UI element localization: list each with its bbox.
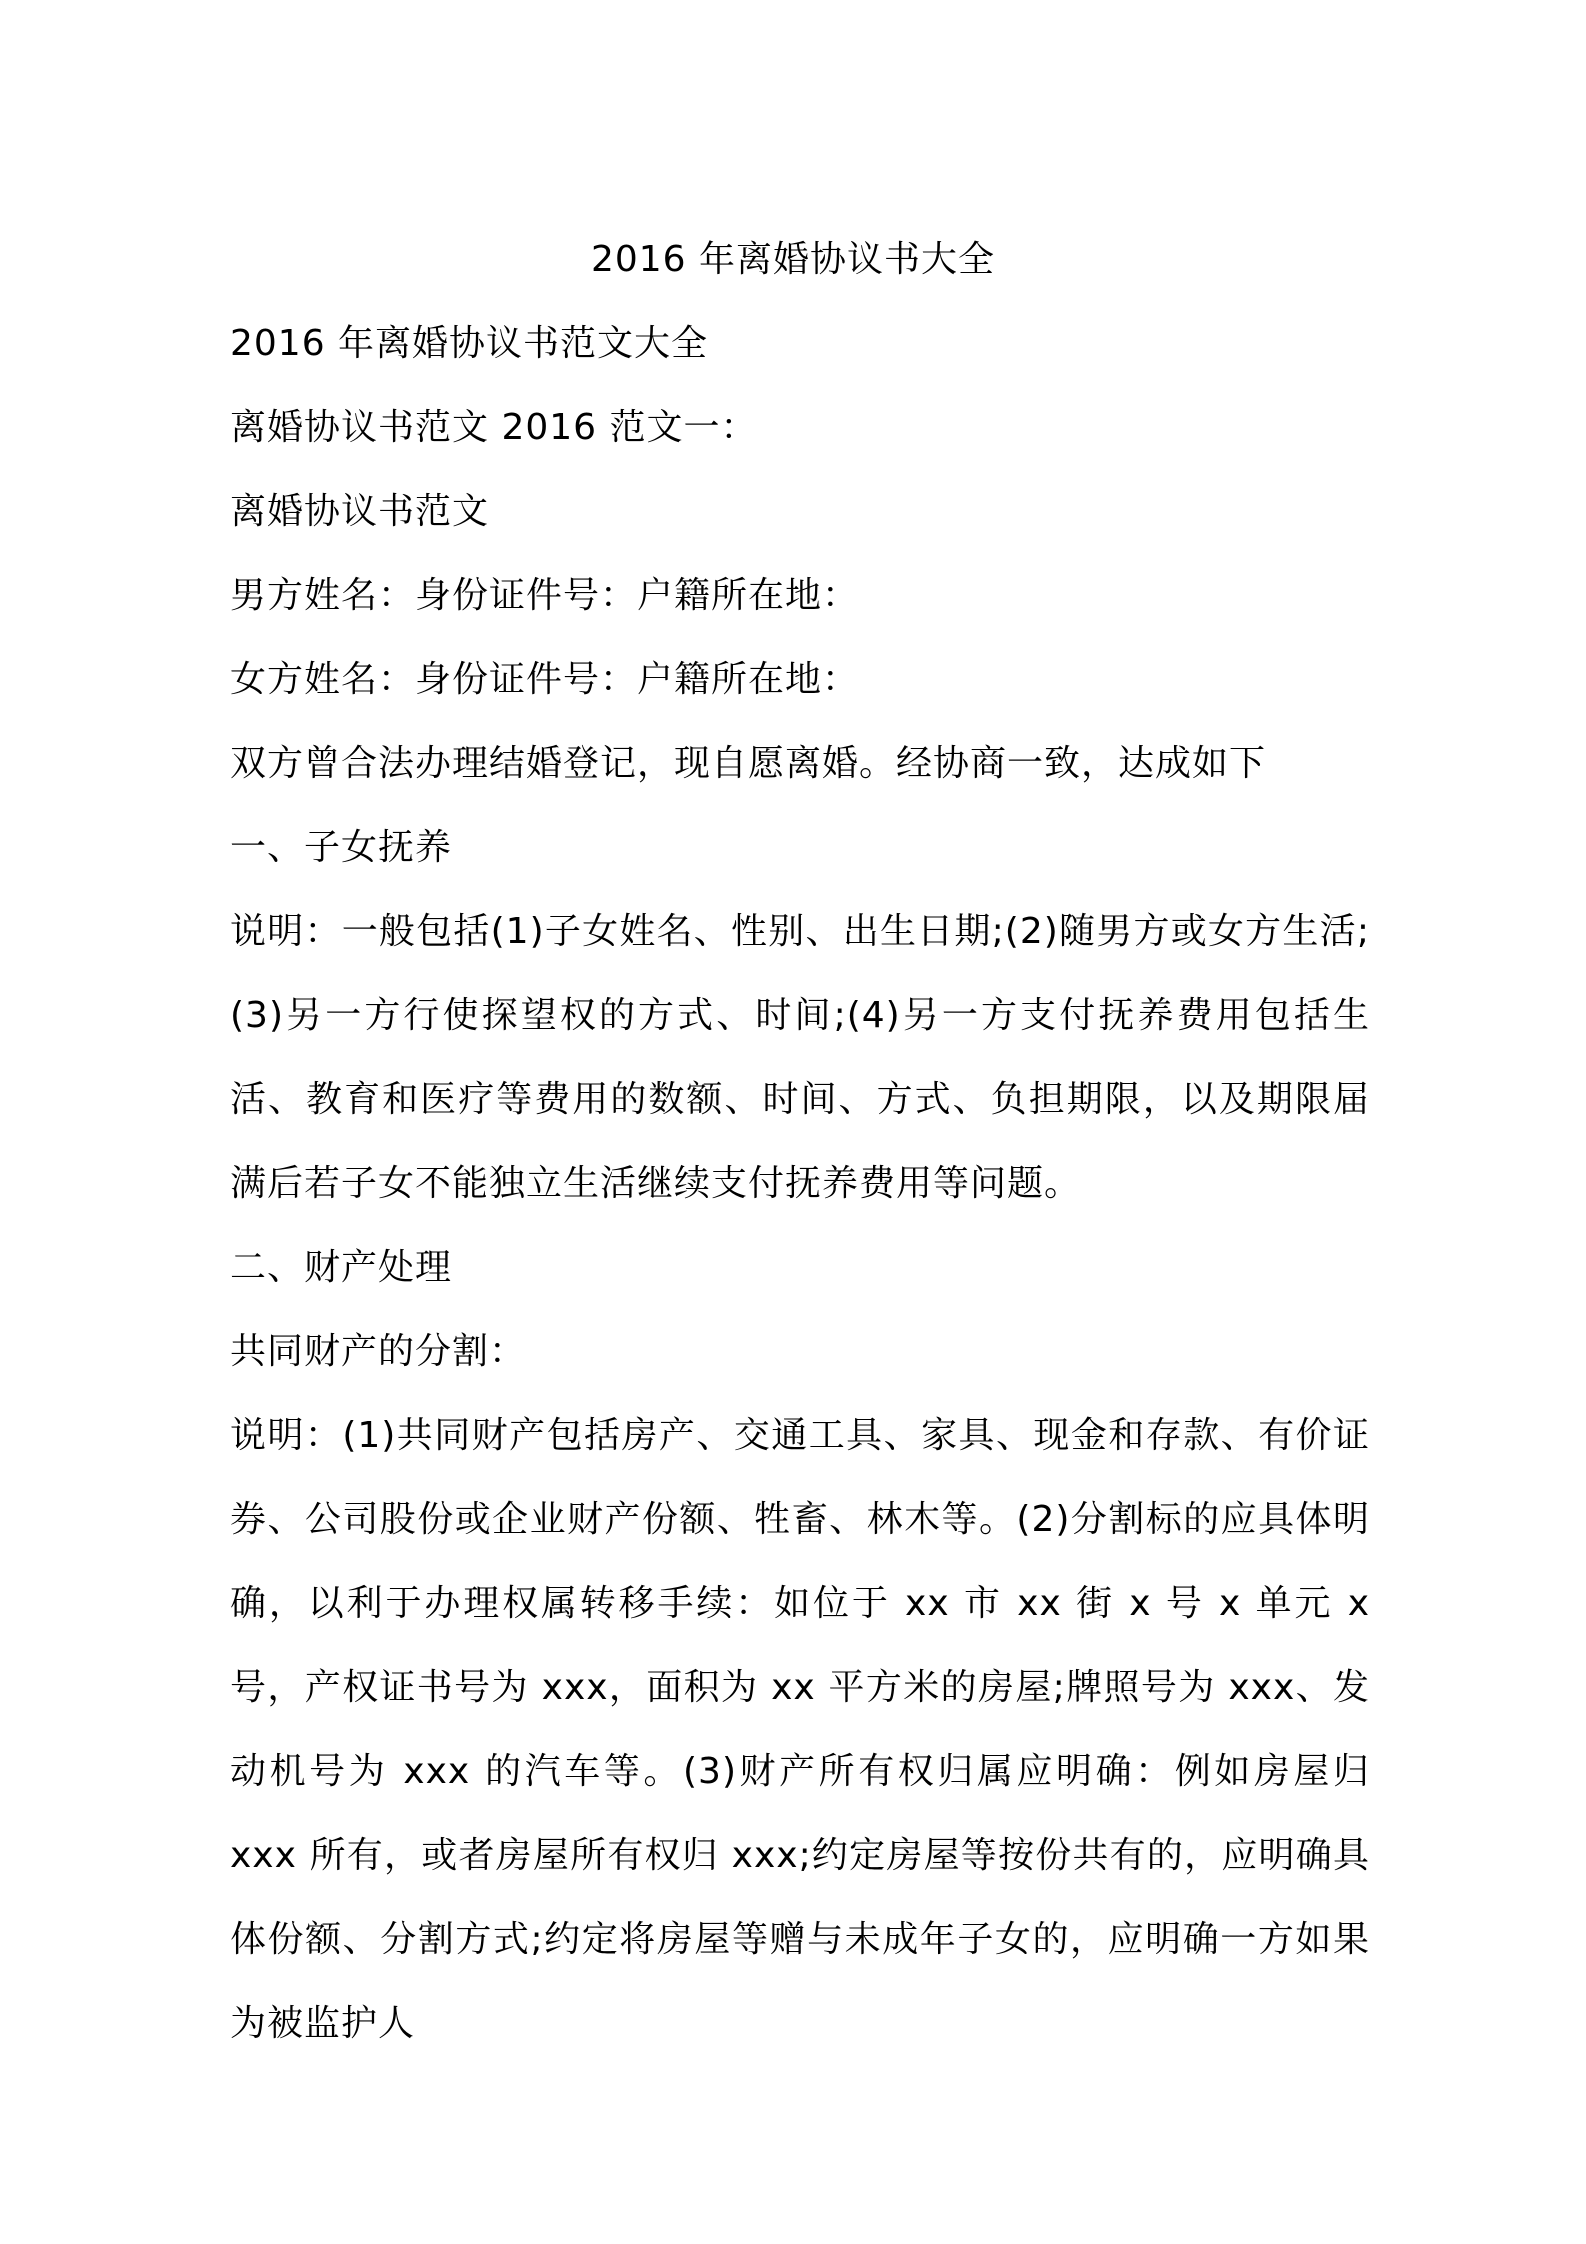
female-info-line: 女方姓名：身份证件号：户籍所在地： <box>230 659 860 700</box>
section-heading-children: 一、子女抚养 <box>230 827 453 868</box>
intro-line: 双方曾合法办理结婚登记，现自愿离婚。经协商一致，达成如下 <box>230 743 1267 784</box>
doc-heading: 离婚协议书范文 <box>230 491 490 532</box>
document-title: 2016 年离婚协议书大全 <box>590 239 996 280</box>
male-info-line: 男方姓名：身份证件号：户籍所在地： <box>230 575 860 616</box>
property-subheading: 共同财产的分割： <box>230 1331 527 1372</box>
subtitle: 2016 年离婚协议书范文大全 <box>230 323 709 364</box>
section-heading-property: 二、财产处理 <box>230 1247 453 1288</box>
sample-heading: 离婚协议书范文 2016 范文一： <box>230 407 758 448</box>
section-body-property: 说明：(1)共同财产包括房产、交通工具、家具、现金和存款、有价证券、公司股份或企业财产份额、牲畜、林木等。(2)分割标的应具体明确，以利于办理权属转移手续：如位于 xx 市 xx 街 x 号 x 单元 x 号，产权证书号为 xxx，面积为 xx 平方米的房屋;牌照号为 xxx、发动机号为 xxx 的汽车等。(3)财产所有权归属应明确：例如房屋归 xxx 所有，或者房屋所有权归 xxx;约定房屋等按份共有的，应明确具体份额、分割方式;约定将房屋等赠与未成年子女的，应明确一方如果为被监护人 <box>230 1415 1370 2044</box>
section-body-children: 说明：一般包括(1)子女姓名、性别、出生日期;(2)随男方或女方生活;(3)另一方行使探望权的方式、时间;(4)另一方支付抚养费用包括生活、教育和医疗等费用的数额、时间、方式、负担期限，以及期限届满后若子女不能独立生活继续支付抚养费用等问题。 <box>230 911 1370 1204</box>
